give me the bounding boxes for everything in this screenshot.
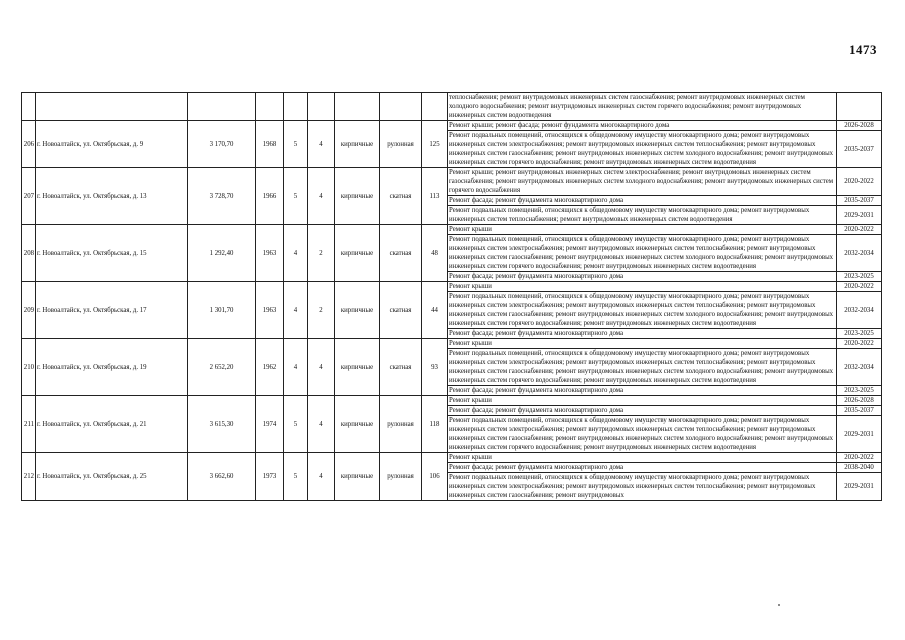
- roof-type: скатная: [380, 168, 422, 225]
- house-address: г. Новоалтайск, ул. Октябрьская, д. 21: [36, 396, 188, 453]
- entrance-count: 4: [308, 396, 335, 453]
- work-description: Ремонт подвальных помещений, относящихся к общедомовому имуществу многоквартирного дома; ремонт внутридомовых инженерных систем электроснабжения; ремонт внутридомовых инженерных систем теплоснабжения; ремонт внутридомовых инженерных систем газоснабжения; ремонт внутридомовых инженерных систем холодного водоснабжения; ремонт внутридомовых инженерных систем горячего водоснабжения; ремонт внутридомовых инженерных систем водоотведения: [448, 131, 837, 168]
- work-period: 2020-2022: [837, 453, 882, 463]
- work-description: Ремонт фасада; ремонт фундамента многоквартирного дома: [448, 463, 837, 473]
- work-period: 2020-2022: [837, 168, 882, 196]
- work-period: 2032-2034: [837, 292, 882, 329]
- work-description: Ремонт подвальных помещений, относящихся к общедомовому имуществу многоквартирного дома; ремонт внутридомовых инженерных систем электроснабжения; ремонт внутридомовых инженерных систем теплоснабжения; ремонт внутридомовых инженерных систем газоснабжения; ремонт внутридомовых инженерных систем холодного водоснабжения; ремонт внутридомовых инженерных систем горячего водоснабжения; ремонт внутридомовых инженерных систем водоотведения: [448, 416, 837, 453]
- resident-count: 106: [422, 453, 448, 501]
- resident-count: 48: [422, 225, 448, 282]
- work-period: 2020-2022: [837, 282, 882, 292]
- work-description: Ремонт фасада; ремонт фундамента многоквартирного дома: [448, 329, 837, 339]
- empty-cell: [335, 93, 380, 121]
- work-description: Ремонт подвальных помещений, относящихся к общедомовому имуществу многоквартирного дома; ремонт внутридомовых инженерных систем электроснабжения; ремонт внутридомовых инженерных систем теплоснабжения; ремонт внутридомовых инженерных систем газоснабжения; ремонт внутридомовых инженерных систем холодного водоснабжения; ремонт внутридомовых инженерных систем горячего водоснабжения; ремонт внутридомовых инженерных систем водоотведения: [448, 349, 837, 386]
- empty-cell: [422, 93, 448, 121]
- housing-repair-register-table: [21, 92, 882, 501]
- table-row: [22, 93, 882, 121]
- resident-count: 93: [422, 339, 448, 396]
- row-number: 212: [22, 453, 36, 501]
- wall-material: кирпичные: [335, 339, 380, 396]
- row-number: 208: [22, 225, 36, 282]
- empty-cell: [380, 93, 422, 121]
- build-year: 1966: [256, 168, 284, 225]
- work-description: Ремонт крыши; ремонт внутридомовых инженерных систем электроснабжения; ремонт внутридомовых инженерных систем газоснабжения; ремонт внутридомовых инженерных систем холодного водоснабжения; ремонт внутридомовых инженерных систем горячего водоснабжения: [448, 168, 837, 196]
- table-row: [22, 339, 882, 349]
- work-description: Ремонт крыши: [448, 282, 837, 292]
- table-row: [22, 225, 882, 235]
- build-year: 1963: [256, 282, 284, 339]
- row-number: 207: [22, 168, 36, 225]
- work-period: 2020-2022: [837, 225, 882, 235]
- work-description: Ремонт крыши; ремонт фасада; ремонт фундамента многоквартирного дома: [448, 121, 837, 131]
- work-description: Ремонт подвальных помещений, относящихся к общедомовому имуществу многоквартирного дома; ремонт внутридомовых инженерных систем электроснабжения; ремонт внутридомовых инженерных систем теплоснабжения; ремонт внутридомовых инженерных систем газоснабжения; ремонт внутридомовых: [448, 473, 837, 501]
- wall-material: кирпичные: [335, 396, 380, 453]
- work-description: Ремонт фасада; ремонт фундамента многоквартирного дома: [448, 272, 837, 282]
- house-address: г. Новоалтайск, ул. Октябрьская, д. 13: [36, 168, 188, 225]
- house-address: г. Новоалтайск, ул. Октябрьская, д. 17: [36, 282, 188, 339]
- wall-material: кирпичные: [335, 282, 380, 339]
- work-description: Ремонт фасада; ремонт фундамента многоквартирного дома: [448, 386, 837, 396]
- total-area: 1 301,70: [188, 282, 256, 339]
- build-year: 1962: [256, 339, 284, 396]
- entrance-count: 4: [308, 168, 335, 225]
- row-number: 210: [22, 339, 36, 396]
- work-period: 2029-2031: [837, 416, 882, 453]
- floor-count: 5: [284, 396, 308, 453]
- work-period: 2035-2037: [837, 131, 882, 168]
- table-row: [22, 453, 882, 463]
- entrance-count: 2: [308, 225, 335, 282]
- empty-cell: [188, 93, 256, 121]
- row-number: 209: [22, 282, 36, 339]
- work-period: 2029-2031: [837, 473, 882, 501]
- roof-type: рулонная: [380, 121, 422, 168]
- floor-count: 4: [284, 339, 308, 396]
- wall-material: кирпичные: [335, 453, 380, 501]
- work-description: Ремонт подвальных помещений, относящихся к общедомовому имуществу многоквартирного дома; ремонт внутридомовых инженерных систем теплоснабжения; ремонт внутридомовых инженерных систем водоотведения: [448, 206, 837, 225]
- floor-count: 4: [284, 225, 308, 282]
- table-row: [22, 168, 882, 196]
- house-address: г. Новоалтайск, ул. Октябрьская, д. 15: [36, 225, 188, 282]
- work-period: 2023-2025: [837, 329, 882, 339]
- build-year: 1963: [256, 225, 284, 282]
- total-area: 3 615,30: [188, 396, 256, 453]
- register-body: [22, 93, 882, 501]
- empty-cell: [22, 93, 36, 121]
- work-period: 2026-2028: [837, 396, 882, 406]
- total-area: 1 292,40: [188, 225, 256, 282]
- work-description: Ремонт подвальных помещений, относящихся к общедомовому имуществу многоквартирного дома; ремонт внутридомовых инженерных систем электроснабжения; ремонт внутридомовых инженерных систем теплоснабжения; ремонт внутридомовых инженерных систем газоснабжения; ремонт внутридомовых инженерных систем холодного водоснабжения; ремонт внутридомовых инженерных систем горячего водоснабжения; ремонт внутридомовых инженерных систем водоотведения: [448, 292, 837, 329]
- entrance-count: 2: [308, 282, 335, 339]
- floor-count: 5: [284, 168, 308, 225]
- entrance-count: 4: [308, 121, 335, 168]
- resident-count: 125: [422, 121, 448, 168]
- roof-type: скатная: [380, 282, 422, 339]
- build-year: 1974: [256, 396, 284, 453]
- build-year: 1968: [256, 121, 284, 168]
- entrance-count: 4: [308, 453, 335, 501]
- roof-type: рулонная: [380, 396, 422, 453]
- build-year: 1973: [256, 453, 284, 501]
- scan-speck: [778, 604, 780, 606]
- empty-cell: [284, 93, 308, 121]
- floor-count: 5: [284, 121, 308, 168]
- total-area: 2 652,20: [188, 339, 256, 396]
- empty-cell: [308, 93, 335, 121]
- table-row: [22, 121, 882, 131]
- work-period: 2035-2037: [837, 196, 882, 206]
- entrance-count: 4: [308, 339, 335, 396]
- floor-count: 5: [284, 453, 308, 501]
- roof-type: рулонная: [380, 453, 422, 501]
- wall-material: кирпичные: [335, 168, 380, 225]
- resident-count: 118: [422, 396, 448, 453]
- work-period: 2029-2031: [837, 206, 882, 225]
- work-description: Ремонт крыши: [448, 225, 837, 235]
- total-area: 3 662,60: [188, 453, 256, 501]
- work-period: [837, 93, 882, 121]
- wall-material: кирпичные: [335, 121, 380, 168]
- house-address: г. Новоалтайск, ул. Октябрьская, д. 9: [36, 121, 188, 168]
- work-period: 2026-2028: [837, 121, 882, 131]
- resident-count: 44: [422, 282, 448, 339]
- total-area: 3 728,70: [188, 168, 256, 225]
- work-period: 2032-2034: [837, 235, 882, 272]
- work-description: Ремонт подвальных помещений, относящихся к общедомовому имуществу многоквартирного дома; ремонт внутридомовых инженерных систем электроснабжения; ремонт внутридомовых инженерных систем теплоснабжения; ремонт внутридомовых инженерных систем газоснабжения; ремонт внутридомовых инженерных систем холодного водоснабжения; ремонт внутридомовых инженерных систем горячего водоснабжения; ремонт внутридомовых инженерных систем водоотведения: [448, 235, 837, 272]
- row-number: 211: [22, 396, 36, 453]
- work-description: Ремонт крыши: [448, 396, 837, 406]
- house-address: г. Новоалтайск, ул. Октябрьская, д. 19: [36, 339, 188, 396]
- work-period: 2032-2034: [837, 349, 882, 386]
- work-description: Ремонт крыши: [448, 339, 837, 349]
- page-number: 1473: [849, 42, 877, 57]
- work-period: 2023-2025: [837, 272, 882, 282]
- row-number: 206: [22, 121, 36, 168]
- work-description: теплоснабжения; ремонт внутридомовых инженерных систем газоснабжения; ремонт внутридомовых инженерных систем холодного водоснабжения; ремонт внутридомовых инженерных систем горячего водоснабжения; ремонт внутридомовых инженерных систем водоотведения: [448, 93, 837, 121]
- work-period: 2023-2025: [837, 386, 882, 396]
- house-address: г. Новоалтайск, ул. Октябрьская, д. 25: [36, 453, 188, 501]
- work-period: 2038-2040: [837, 463, 882, 473]
- work-description: Ремонт фасада; ремонт фундамента многоквартирного дома: [448, 196, 837, 206]
- table-row: [22, 282, 882, 292]
- empty-cell: [36, 93, 188, 121]
- work-period: 2035-2037: [837, 406, 882, 416]
- work-description: Ремонт фасада; ремонт фундамента многоквартирного дома: [448, 406, 837, 416]
- total-area: 3 170,70: [188, 121, 256, 168]
- floor-count: 4: [284, 282, 308, 339]
- table-row: [22, 396, 882, 406]
- work-description: Ремонт крыши: [448, 453, 837, 463]
- resident-count: 113: [422, 168, 448, 225]
- empty-cell: [256, 93, 284, 121]
- wall-material: кирпичные: [335, 225, 380, 282]
- roof-type: скатная: [380, 339, 422, 396]
- roof-type: скатная: [380, 225, 422, 282]
- work-period: 2020-2022: [837, 339, 882, 349]
